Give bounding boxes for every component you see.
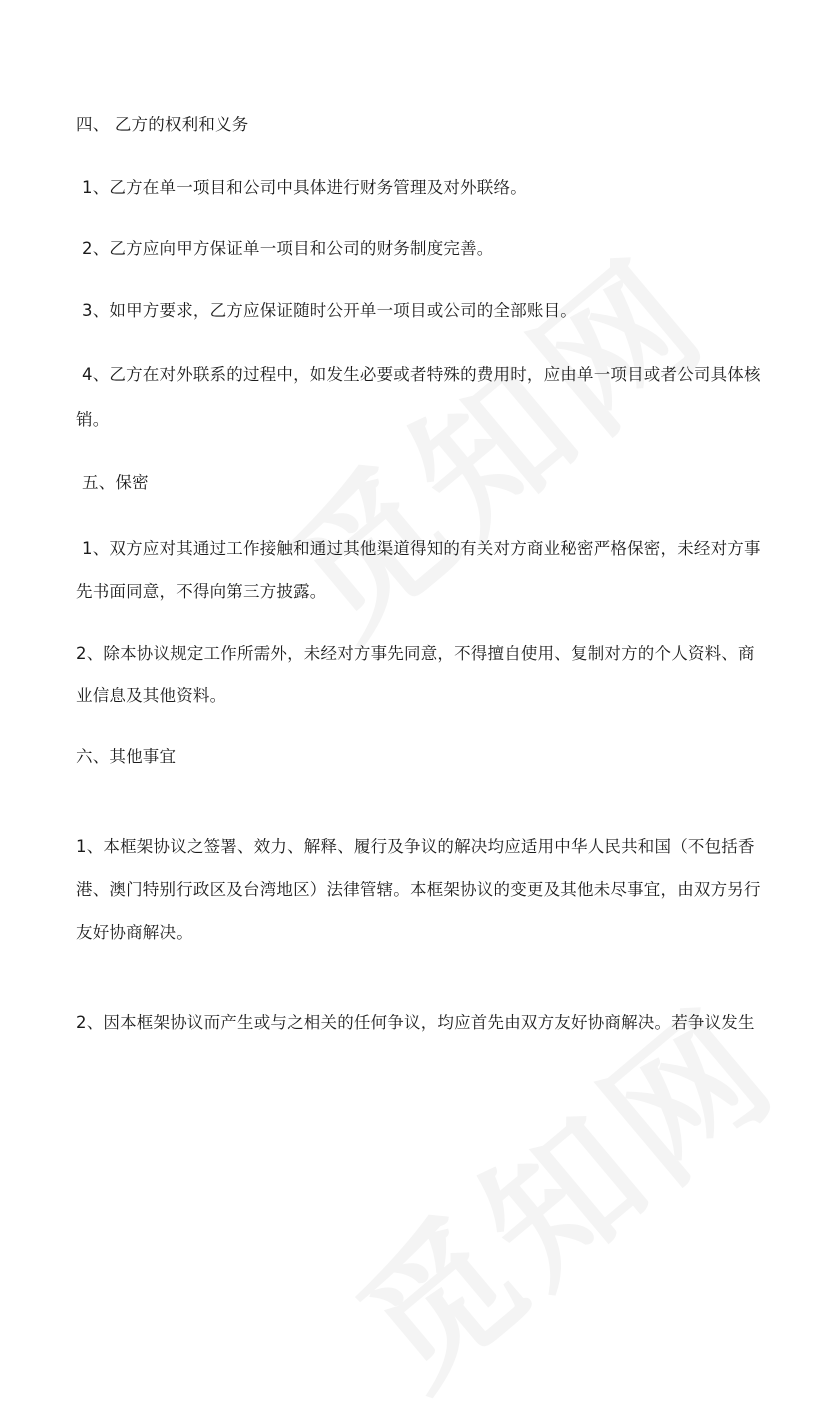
- section-heading-4: 四、 乙方的权利和义务: [76, 115, 249, 134]
- paragraph-line: 港、澳门特别行政区及台湾地区）法律管辖。本框架协议的变更及其他未尽事宜，由双方另行: [76, 880, 761, 899]
- paragraph-line: 友好协商解决。: [76, 923, 193, 942]
- paragraph-line: 销。: [76, 410, 110, 429]
- paragraph-line: 1、双方应对其通过工作接触和通过其他渠道得知的有关对方商业秘密严格保密，未经对方事: [82, 539, 761, 558]
- section-heading-5: 五、保密: [82, 473, 149, 492]
- paragraph-line: 4、乙方在对外联系的过程中，如发生必要或者特殊的费用时，应由单一项目或者公司具体核: [82, 365, 761, 384]
- paragraph-line: 1、本框架协议之签署、效力、解释、履行及争议的解决均应适用中华人民共和国（不包括香: [76, 837, 755, 856]
- watermark: [237, 201, 744, 675]
- paragraph-line: 业信息及其他资料。: [76, 686, 227, 705]
- paragraph-line: 先书面同意，不得向第三方披露。: [76, 582, 327, 601]
- paragraph-line: 1、乙方在单一项目和公司中具体进行财务管理及对外联络。: [82, 178, 527, 197]
- paragraph-line: 2、除本协议规定工作所需外，未经对方事先同意，不得擅自使用、复制对方的个人资料、商: [76, 644, 755, 663]
- section-heading-6: 六、其他事宜: [76, 747, 177, 766]
- paragraph-line: 2、因本框架协议而产生或与之相关的任何争议，均应首先由双方友好协商解决。若争议发生: [76, 1013, 755, 1032]
- paragraph-line: 2、乙方应向甲方保证单一项目和公司的财务制度完善。: [82, 239, 494, 258]
- paragraph-line: 3、如甲方要求，乙方应保证随时公开单一项目或公司的全部账目。: [82, 301, 577, 320]
